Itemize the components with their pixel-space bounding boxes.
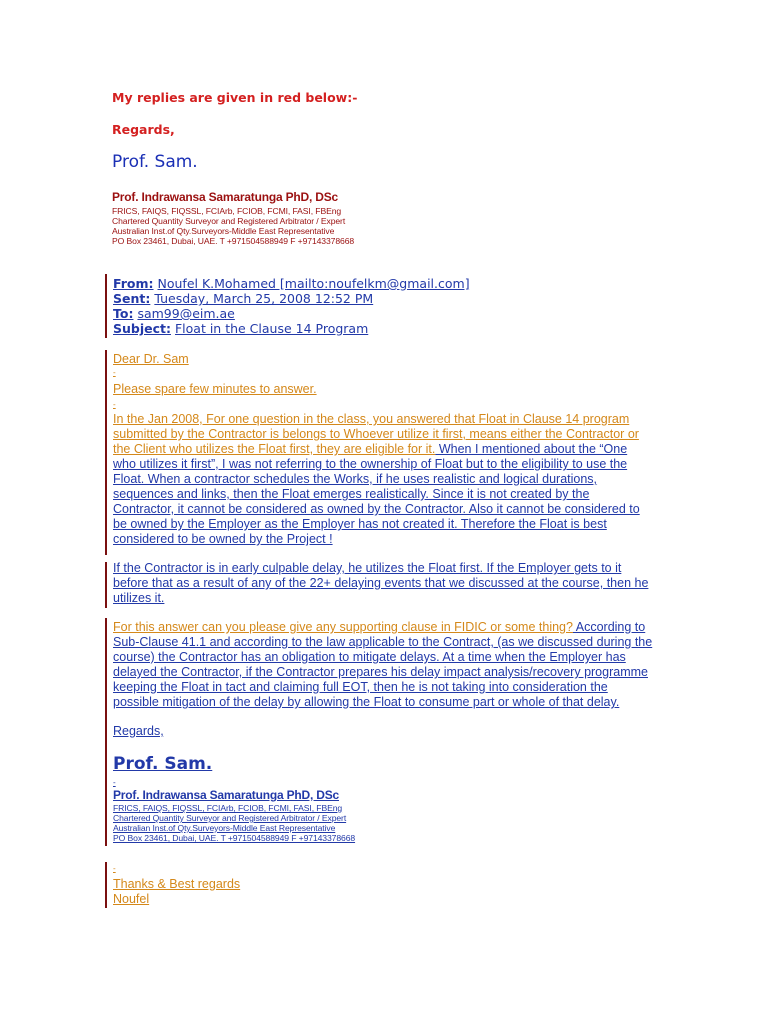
quote-bar-body-4: [105, 862, 107, 908]
greeting: Dear Dr. Sam: [113, 352, 189, 366]
question-1-answer-1: In the Jan 2008, For one question in the class, you answered that Float in Clause 14 program submitted by the Contractor is belongs to Whoever utilize it first, means either the Contractor or the Client who utilizes the Float first, they are eligible for it. When I mentioned about the “One who utilizes it first”, I was not referring to the ownership of Float but to the eligibility to use the Float. When a contractor schedules the Works, if he uses realistic and logical durations, sequences and links, then the Float emerges realistically. Since it is not created by the Contractor, it cannot be considered as owned by the Contractor. Also it cannot be considered to be owned by the Employer as the Employer has not created it. Therefore the Float is best considered to be owned by the Project !: [113, 412, 640, 546]
signature-top: [112, 190, 354, 246]
signature-line-4: PO Box 23461, Dubai, UAE. T +971504588949 F +97143378668: [113, 833, 356, 843]
sent-value: Tuesday, March 25, 2008 12:52 PM: [154, 291, 374, 306]
sent-label: Sent:: [113, 291, 151, 306]
regards-top: Regards,: [112, 122, 175, 137]
email-header: [113, 276, 470, 336]
from-value[interactable]: Noufel K.Mohamed [mailto:noufelkm@gmail.com]: [157, 276, 470, 291]
prof-sam-top: Prof. Sam.: [112, 152, 198, 172]
quote-bar-body-3: [105, 618, 107, 846]
signature-line-2: Chartered Quantity Surveyor and Registered Arbitrator / Expert: [112, 216, 346, 226]
signature-body: [113, 788, 355, 843]
subject-label: Subject:: [113, 321, 171, 336]
signature-line-3: Australian Inst.of Qty.Surveyors-Middle East Representative: [113, 823, 336, 833]
to-label: To:: [113, 306, 134, 321]
request-line: Please spare few minutes to answer.: [113, 382, 317, 396]
signature-name: Prof. Indrawansa Samaratunga PhD, DSc: [113, 788, 339, 802]
to-value[interactable]: sam99@eim.ae: [137, 306, 235, 321]
quote-bar-body-1: [105, 350, 107, 555]
answer-2: If the Contractor is in early culpable delay, he utilizes the Float first. If the Employer gets to it before that as a result of any of the 22+ delaying events that we discussed at the course, then he utilizes it.: [113, 561, 649, 605]
signature-name: Prof. Indrawansa Samaratunga PhD, DSc: [112, 190, 338, 204]
spacer-dash: -: [113, 368, 116, 377]
subject-value: Float in the Clause 14 Program: [174, 321, 369, 336]
spacer-dash: -: [113, 778, 116, 787]
prof-sam-body: Prof. Sam.: [113, 754, 213, 774]
signature-line-4: PO Box 23461, Dubai, UAE. T +971504588949 F +97143378668: [112, 236, 355, 246]
spacer-dash: -: [113, 864, 116, 873]
signature-line-3: Australian Inst.of Qty.Surveyors-Middle East Representative: [112, 226, 335, 236]
from-label: From:: [113, 276, 154, 291]
spacer-dash: -: [113, 400, 116, 409]
quote-bar-body-2: [105, 562, 107, 608]
signature-line-1: FRICS, FAIQS, FIQSSL, FCIArb, FCIOB, FCMI, FASI, FBEng: [112, 206, 342, 216]
reply-intro: My replies are given in red below:-: [112, 90, 358, 105]
closing: Thanks & Best regards Noufel: [113, 877, 241, 906]
question-2-answer-3: For this answer can you please give any supporting clause in FIDIC or some thing? According to Sub-Clause 41.1 and according to the law applicable to the Contract, (as we discussed during the course) the Contractor has an obligation to mitigate delays. At a time when the Employer has delayed the Contractor, if the Contractor prepares his delay impact analysis/recovery programme keeping the Float in tact and claiming full EOT, then he is not taking into consideration the possible mitigation of the delay by allowing the Float to consume part or whole of that delay.: [113, 620, 653, 709]
signature-line-1: FRICS, FAIQS, FIQSSL, FCIArb, FCIOB, FCMI, FASI, FBEng: [113, 803, 343, 813]
quote-bar-header: [105, 274, 107, 338]
signature-line-2: Chartered Quantity Surveyor and Registered Arbitrator / Expert: [113, 813, 347, 823]
regards-body: Regards,: [113, 724, 164, 738]
